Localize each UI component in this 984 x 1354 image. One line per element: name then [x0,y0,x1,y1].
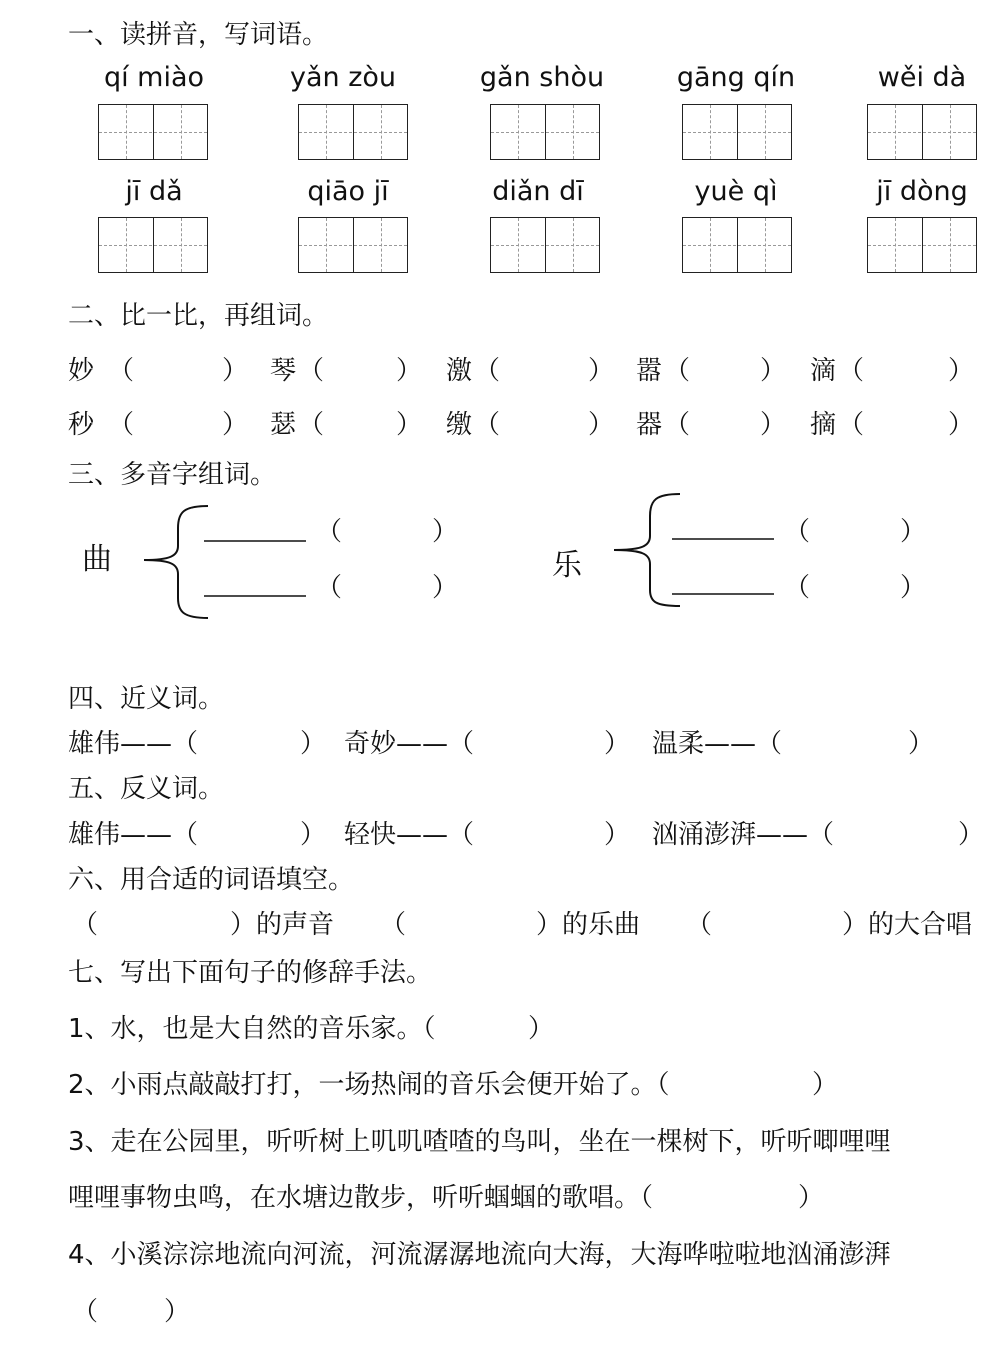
pinyin-9: yuè qì [694,176,778,207]
sentence-4: 4、小溪淙淙地流向河流，河流潺潺地流向大海，大海哗啦啦地汹涌澎湃 [68,1240,891,1270]
compare-char: 瑟 [270,410,297,440]
paren-close: ） [760,356,787,386]
paren-close: ） [604,729,631,759]
paren-close: ） [300,729,327,759]
polyphone-char-qu: 曲 [82,542,112,577]
paren-open: （ [298,410,325,440]
paren-open: （ [474,356,501,386]
antonym-item: 雄伟——（ [68,820,199,850]
paren-close: ） [948,410,975,440]
paren-open: （ [686,910,713,940]
compare-char: 滴 [810,356,837,386]
paren-open: （ [784,573,811,603]
pinyin-10: jī dòng [876,176,968,207]
sentence-3b: 哩哩事物虫鸣，在水塘边散步，听听蝈蝈的歌唱。（ [68,1183,654,1213]
paren-close: ） [396,410,423,440]
compare-char: 器 [636,410,663,440]
paren-open: （ [380,910,407,940]
pinyin-6: jī dǎ [125,176,183,207]
paren-close: ） [396,356,423,386]
paren-close: ） [900,517,927,547]
paren-close: ） [222,410,249,440]
compare-char: 激 [446,356,473,386]
section-7-title: 七、写出下面句子的修辞手法。 [68,958,433,988]
antonym-item: 轻快——（ [344,820,475,850]
paren-open: （ [784,517,811,547]
paren-close: ） [300,820,327,850]
paren-close: ） [958,820,984,850]
synonym-item: 雄伟——（ [68,729,199,759]
paren-close: ） [948,356,975,386]
brace-lines [0,0,984,660]
paren-open: （ [108,410,135,440]
sentence-1: 1、水，也是大自然的音乐家。（ [68,1014,436,1044]
paren-close: ） [588,410,615,440]
paren-open: （ [316,573,343,603]
pinyin-4: gāng qín [676,62,796,93]
section-2-title: 二、比一比，再组词。 [68,301,329,331]
paren-close: ） [760,410,787,440]
compare-char: 妙 [68,356,95,386]
paren-open: （ [72,1297,99,1327]
paren-close: ） [222,356,249,386]
fill-blank-item: ）的声音 [230,910,335,940]
paren-open: （ [664,410,691,440]
paren-open: （ [838,410,865,440]
pinyin-2: yǎn zòu [289,62,397,93]
fill-blank-item: ）的乐曲 [536,910,641,940]
paren-open: （ [72,910,99,940]
pinyin-8: diǎn dī [492,176,584,207]
synonym-item: 奇妙——（ [344,729,475,759]
paren-close: ） [900,573,927,603]
compare-char: 缴 [446,410,473,440]
section-1-title: 一、读拼音，写词语。 [68,20,329,50]
paren-open: （ [664,356,691,386]
sentence-2: 2、小雨点敲敲打打，一场热闹的音乐会便开始了。（ [68,1070,670,1100]
compare-char: 嚣 [636,356,663,386]
paren-close: ） [908,729,935,759]
section-4-title: 四、近义词。 [68,684,225,714]
section-6-title: 六、用合适的词语填空。 [68,865,355,895]
paren-close: ） [604,820,631,850]
section-5-title: 五、反义词。 [68,774,225,804]
pinyin-7: qiāo jī [307,176,389,207]
paren-open: （ [108,356,135,386]
antonym-item: 汹涌澎湃——（ [652,820,835,850]
paren-close: ） [432,517,459,547]
sentence-3a: 3、走在公园里，听听树上叽叽喳喳的鸟叫，坐在一棵树下，听听唧哩哩 [68,1127,891,1157]
compare-char: 摘 [810,410,837,440]
compare-char: 秒 [68,410,95,440]
paren-close: ） [164,1297,191,1327]
paren-open: （ [838,356,865,386]
paren-close: ） [528,1014,555,1044]
section-3-title: 三、多音字组词。 [68,460,277,490]
paren-open: （ [316,517,343,547]
polyphone-char-le: 乐 [552,548,582,583]
paren-close: ） [812,1070,839,1100]
paren-close: ） [798,1183,825,1213]
synonym-item: 温柔——（ [652,729,783,759]
compare-char: 琴 [270,356,297,386]
paren-close: ） [588,356,615,386]
pinyin-1: qí miào [103,62,205,93]
paren-close: ） [432,573,459,603]
pinyin-5: wěi dà [877,62,967,93]
fill-blank-item: ）的大合唱 [842,910,973,940]
paren-open: （ [474,410,501,440]
pinyin-3: gǎn shòu [479,62,605,93]
paren-open: （ [298,356,325,386]
